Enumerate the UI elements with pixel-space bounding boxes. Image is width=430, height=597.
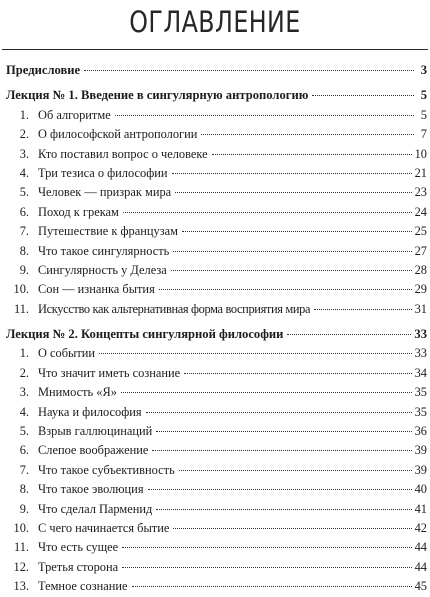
toc-part-label: Лекция № 1. Введение в сингулярную антропологию [6, 88, 309, 103]
toc-item-number: 5. [19, 424, 29, 439]
toc-item-label: Что такое субъективность [38, 462, 175, 477]
toc-item-number: 12. [13, 559, 29, 574]
toc-item[interactable] [0, 461, 430, 480]
toc-item-label: Путешествие к французам [38, 224, 178, 239]
toc-item-page: 31 [414, 301, 427, 316]
toc-item-page: 29 [414, 282, 427, 297]
toc-item-page: 42 [414, 520, 427, 535]
toc-part-page: 33 [414, 327, 427, 342]
toc-item-label: Что такое эволюция [38, 482, 144, 497]
dot-leader [122, 546, 411, 548]
toc-item-label: О философской антропологии [38, 127, 198, 142]
toc-item-page: 44 [414, 540, 427, 555]
toc-item-label: Темное сознание [38, 579, 128, 594]
toc-entry-label: Предисловие [6, 63, 81, 77]
toc-part-page: 5 [420, 88, 427, 103]
toc-item-label: Три тезиса о философии [38, 165, 168, 180]
toc-item-label: Третья сторона [38, 559, 119, 574]
toc-item-number: 13. [13, 579, 29, 594]
title-divider [2, 49, 428, 50]
toc-item[interactable] [0, 125, 430, 144]
toc-entry-preface[interactable] [0, 61, 430, 80]
toc-item-page: 33 [414, 346, 427, 361]
dot-leader [156, 430, 411, 432]
toc-item[interactable] [0, 480, 430, 499]
toc-item-page: 24 [414, 204, 427, 219]
dot-leader [171, 269, 412, 271]
toc-part-lecture-2[interactable] [0, 325, 430, 344]
toc-item-label: С чего начинается бытие [38, 520, 170, 535]
dot-leader [148, 488, 412, 490]
toc-item[interactable] [0, 558, 430, 577]
toc-item-label: Что такое сингулярность [38, 243, 170, 258]
toc-part-lecture-1[interactable] [0, 86, 430, 105]
toc-item[interactable] [0, 222, 430, 241]
toc-item[interactable] [0, 280, 430, 299]
toc-item-number: 6. [19, 443, 29, 458]
dot-leader [212, 153, 412, 155]
dot-leader [182, 230, 412, 232]
toc-item[interactable] [0, 344, 430, 363]
toc-item-number: 8. [19, 243, 29, 258]
dot-leader [84, 69, 414, 71]
toc-item[interactable] [0, 203, 430, 222]
toc-item-number: 11. [13, 540, 29, 555]
toc-item-page: 27 [414, 243, 427, 258]
toc-item-page: 7 [420, 127, 427, 142]
toc-item-number: 3. [19, 385, 29, 400]
toc-item-label: Слепое воображение [38, 443, 149, 458]
toc-item-number: 9. [19, 501, 29, 516]
dot-leader [314, 308, 411, 310]
toc-item-number: 5. [19, 185, 29, 200]
toc-item-page: 39 [414, 462, 427, 477]
toc-item-number: 11. [13, 301, 29, 316]
toc-item-label: Кто поставил вопрос о человеке [38, 146, 208, 161]
toc-item[interactable] [0, 164, 430, 183]
dot-leader [179, 469, 412, 471]
toc-item-number: 1. [19, 346, 29, 361]
toc-entry-page: 3 [420, 63, 427, 77]
dot-leader [156, 508, 411, 510]
toc-item-number: 8. [19, 482, 29, 497]
toc-item-page: 35 [414, 404, 427, 419]
toc-item-label: О событии [38, 346, 96, 361]
toc-item-page: 21 [414, 165, 427, 180]
toc-item[interactable] [0, 383, 430, 402]
dot-leader [201, 133, 414, 135]
toc-item-page: 5 [420, 107, 427, 122]
dot-leader [172, 172, 412, 174]
toc-item-label: Что есть сущее [38, 540, 119, 555]
dot-leader [99, 352, 412, 354]
toc-item-page: 39 [414, 443, 427, 458]
dot-leader [173, 527, 411, 529]
toc-item[interactable] [0, 538, 430, 557]
dot-leader [312, 94, 414, 96]
toc-item-number: 3. [19, 146, 29, 161]
toc-item-number: 2. [19, 127, 29, 142]
dot-leader [132, 585, 412, 587]
toc-item-page: 34 [414, 365, 427, 380]
dot-leader [287, 333, 411, 335]
dot-leader [123, 211, 412, 213]
toc-item[interactable] [0, 441, 430, 460]
toc-item-label: Человек — призрак мира [38, 185, 172, 200]
dot-leader [173, 250, 411, 252]
toc-item-page: 23 [414, 185, 427, 200]
toc-item[interactable] [0, 403, 430, 422]
dot-leader [159, 288, 412, 290]
dot-leader [121, 391, 412, 393]
dot-leader [152, 449, 411, 451]
toc-item-page: 28 [414, 262, 427, 277]
toc-item-page: 36 [414, 424, 427, 439]
table-of-contents [0, 58, 430, 597]
toc-item-label: Что значит иметь сознание [38, 365, 181, 380]
toc-item-label: Наука и философия [38, 404, 142, 419]
dot-leader [115, 114, 414, 116]
toc-item-number: 4. [19, 165, 29, 180]
toc-item-number: 1. [19, 107, 29, 122]
toc-item[interactable] [0, 261, 430, 280]
toc-item-number: 4. [19, 404, 29, 419]
toc-item-label: Искусство как альтернативная форма восприятия мира [38, 301, 311, 316]
toc-item[interactable] [0, 500, 430, 519]
toc-item[interactable] [0, 422, 430, 441]
toc-item[interactable] [0, 106, 430, 125]
toc-item-number: 10. [13, 520, 29, 535]
toc-item-number: 2. [19, 365, 29, 380]
toc-item-page: 41 [414, 501, 427, 516]
toc-item-number: 7. [19, 224, 29, 239]
toc-item-page: 10 [414, 146, 427, 161]
toc-item-label: Об алгоритме [38, 107, 111, 122]
toc-item[interactable] [0, 242, 430, 261]
toc-item-label: Сингулярность у Делеза [38, 262, 167, 277]
toc-item[interactable] [0, 519, 430, 538]
dot-leader [122, 566, 411, 568]
toc-item[interactable] [0, 183, 430, 202]
toc-item-label: Что сделал Парменид [38, 501, 153, 516]
toc-item[interactable] [0, 577, 430, 596]
toc-item-page: 45 [414, 579, 427, 594]
toc-item[interactable] [0, 364, 430, 383]
dot-leader [175, 191, 411, 193]
dot-leader [146, 411, 412, 413]
toc-item-number: 9. [19, 262, 29, 277]
toc-item[interactable] [0, 300, 430, 319]
toc-item-page: 25 [414, 224, 427, 239]
toc-item-number: 6. [19, 204, 29, 219]
toc-item-label: Сон — изнанка бытия [38, 282, 155, 297]
page-title: ОГЛАВЛЕНИЕ [129, 5, 301, 39]
toc-item-label: Поход к грекам [38, 204, 119, 219]
dot-leader [184, 372, 411, 374]
toc-item[interactable] [0, 145, 430, 164]
toc-item-page: 44 [414, 559, 427, 574]
toc-part-label: Лекция № 2. Концепты сингулярной философии [6, 327, 284, 342]
toc-item-label: Мнимость «Я» [38, 385, 117, 400]
toc-item-page: 35 [414, 385, 427, 400]
toc-item-number: 7. [19, 462, 29, 477]
toc-item-page: 40 [414, 482, 427, 497]
toc-item-label: Взрыв галлюцинаций [38, 424, 153, 439]
toc-item-number: 10. [13, 282, 29, 297]
